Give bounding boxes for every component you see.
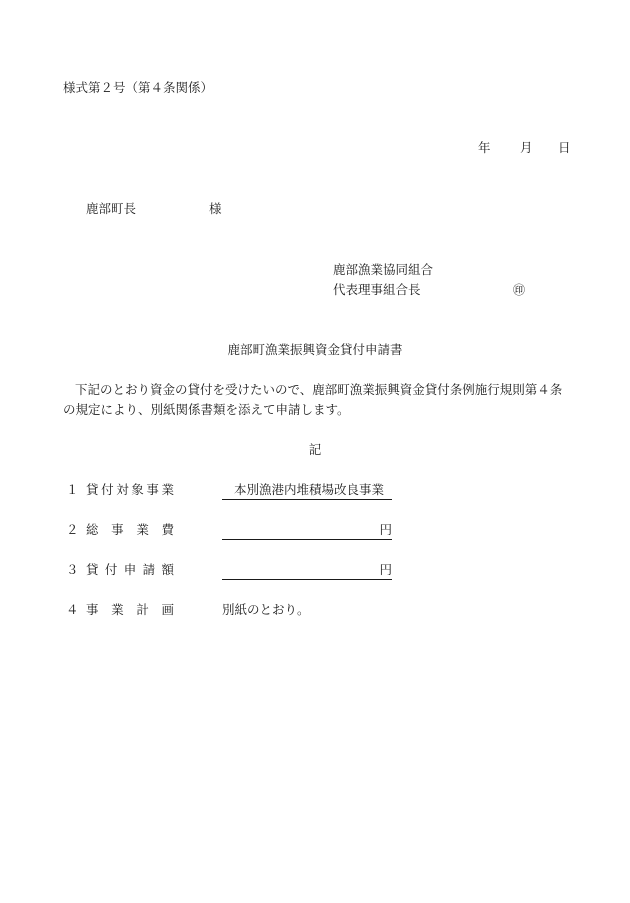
form-number: 様式第２号（第４条関係）	[63, 80, 214, 95]
item-label	[86, 522, 174, 538]
applicant-organization: 鹿部漁業協同組合	[333, 262, 434, 277]
item-number: ３	[66, 562, 79, 577]
item-number: ４	[66, 602, 79, 617]
label-char: 額	[161, 562, 174, 577]
label-char: 事	[111, 522, 124, 537]
applicant-representative: 代表理事組合長	[333, 282, 421, 297]
ki-heading: 記	[308, 442, 322, 457]
business-plan-value: 別紙のとおり。	[222, 602, 310, 617]
seal-mark: ㊞	[513, 283, 526, 297]
label-char: 事	[86, 602, 99, 617]
yen-unit: 円	[379, 522, 392, 537]
label-char: 請	[142, 562, 156, 577]
item-label	[86, 562, 174, 578]
project-field[interactable]	[222, 482, 392, 500]
item-number: １	[66, 482, 79, 497]
project-value: 本別漁港内堆積場改良事業	[234, 482, 385, 497]
label-char: 業	[111, 602, 124, 617]
item-number: ２	[66, 522, 79, 537]
addressee-suffix: 様	[209, 201, 222, 216]
label-char: 画	[161, 602, 174, 617]
document-title: 鹿部町漁業振興資金貸付申請書	[227, 342, 403, 357]
date-month: 月	[520, 140, 533, 155]
label-char: 付	[101, 482, 114, 497]
label-char: 費	[161, 522, 174, 537]
label-char: 計	[136, 602, 149, 617]
label-char: 申	[123, 562, 137, 577]
date-day: 日	[558, 140, 571, 155]
label-char: 付	[104, 562, 118, 577]
label-char: 事	[146, 482, 159, 497]
body-text: 下記のとおり資金の貸付を受けたいので、鹿部町漁業振興資金貸付条例施行規則第４条の規定により、別紙関係書類を添えて申請します。	[63, 382, 563, 417]
date-year: 年	[478, 140, 491, 155]
total-cost-field[interactable]	[222, 522, 392, 540]
label-char: 貸	[86, 562, 99, 577]
label-char: 業	[136, 522, 149, 537]
item-label	[86, 482, 174, 498]
label-char: 業	[161, 482, 174, 497]
loan-amount-field[interactable]	[222, 562, 392, 580]
label-char: 貸	[86, 482, 99, 497]
addressee-name: 鹿部町長	[86, 201, 137, 216]
item-label	[86, 602, 174, 618]
label-char: 総	[86, 522, 99, 537]
yen-unit: 円	[379, 562, 392, 577]
label-char: 対	[116, 482, 129, 497]
label-char: 象	[131, 482, 144, 497]
